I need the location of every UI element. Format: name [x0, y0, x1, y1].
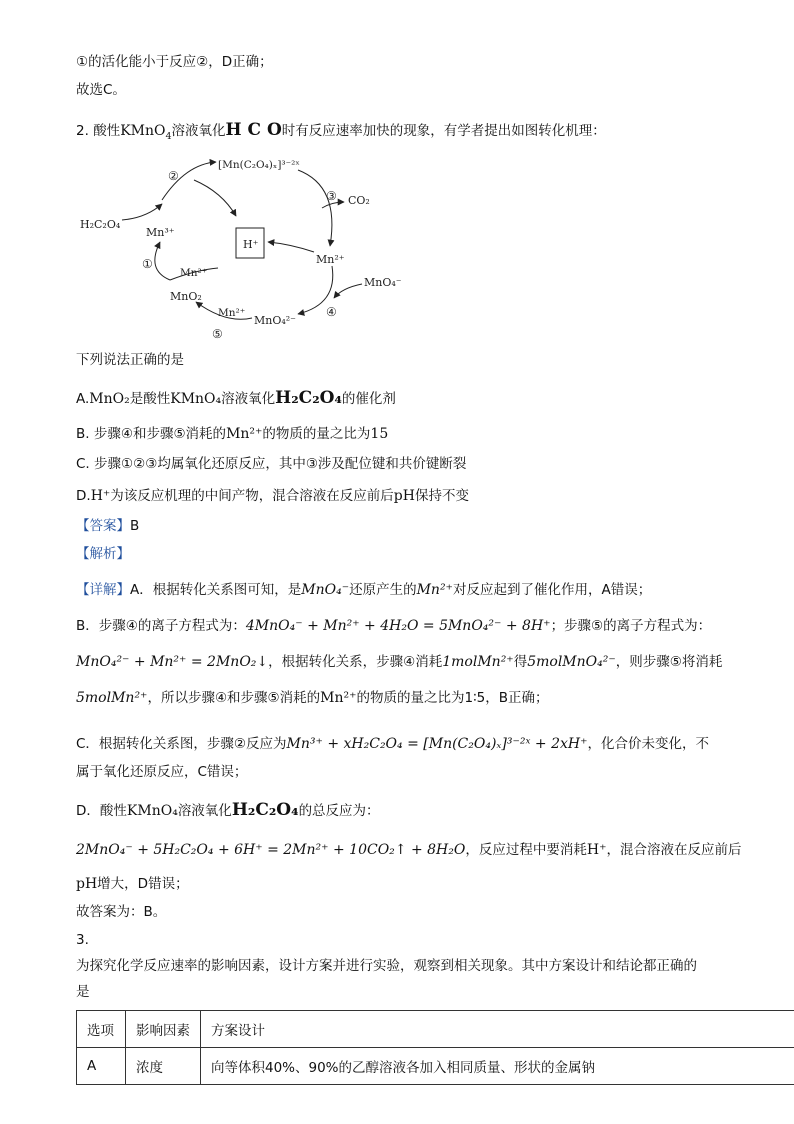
mechanism-diagram [76, 152, 416, 342]
option-c: C. 步骤①②③均属氧化还原反应，其中③涉及配位键和共价键断裂 [76, 456, 467, 472]
answer-tag: 【答案】 [76, 518, 130, 534]
diagram-step-4: ④ [326, 305, 337, 319]
diagram-mn2-left: Mn²⁺ [180, 267, 208, 279]
table-cell: 向等体积40%、90%的乙醇溶液各加入相同质量、形状的金属钠 [201, 1048, 794, 1085]
kmno4-formula: KMnO$_4$ [120, 123, 172, 142]
table-header: 选项 [77, 1011, 126, 1048]
diagram-mno2: MnO₂ [170, 290, 202, 303]
arrow-mn2-to-h [268, 242, 314, 252]
analysis-tag: 【解析】 [76, 546, 130, 562]
q3-table [76, 1010, 794, 1085]
detail-d-1: D．酸性KMnO₄溶液氧化H₂C₂O₄的总反应为： [76, 800, 380, 820]
detail-c-2: 属于氧化还原反应，C错误； [76, 764, 248, 780]
diagram-step-5: ⑤ [212, 327, 223, 341]
table-cell: 浓度 [126, 1048, 201, 1085]
diagram-mn2-bottom: Mn²⁺ [218, 307, 246, 319]
q2-prompt: 下列说法正确的是 [76, 352, 184, 368]
diagram-step-2: ② [168, 169, 179, 183]
diagram-h2c2o4: H₂C₂O₄ [80, 218, 121, 231]
h2c2o4-formula: H C O [225, 120, 282, 140]
option-d: D.H⁺为该反应机理的中间产物，混合溶液在反应前后pH保持不变 [76, 488, 469, 504]
arrow-step-3 [298, 170, 332, 246]
detail-a: 【详解】A．根据转化关系图可知，是MnO₄⁻还原产生的Mn²⁺对反应起到了催化作用，A错误； [76, 582, 652, 598]
diagram-mn3: Mn³⁺ [146, 226, 175, 239]
detail-d-2: 2MnO₄⁻ + 5H₂C₂O₄ + 6H⁺ = 2Mn²⁺ + 10CO₂↑ + 8H₂O，反应过程中要消耗H⁺，混合溶液在反应前后 [76, 842, 742, 858]
diagram-mno4-2: MnO₄²⁻ [254, 314, 296, 327]
arrow-to-h-box [194, 180, 236, 216]
answer-value: B [130, 518, 140, 534]
q2-number: 2. [76, 123, 89, 139]
table-header: 方案设计 [201, 1011, 794, 1048]
diagram-complex: [Mn(C₂O₄)ₓ]³⁻²ˣ [218, 159, 300, 171]
diagram-step-3: ③ [326, 189, 337, 203]
diagram-h: H⁺ [243, 238, 259, 251]
diagram-step-1: ① [142, 257, 153, 271]
diagram-mno4: MnO₄⁻ [364, 276, 402, 289]
q3-stem-1: 为探究化学反应速率的影响因素，设计方案并进行实验，观察到相关现象。其中方案设计和结论都正确的 [76, 958, 697, 974]
option-a: A.MnO₂是酸性KMnO₄溶液氧化H₂C₂O₄的催化剂 [76, 388, 396, 408]
detail-b-1: B．步骤④的离子方程式为：4MnO₄⁻ + Mn²⁺ + 4H₂O = 5MnO₄²⁻ + 8H⁺；步骤⑤的离子方程式为： [76, 618, 712, 634]
detail-d-3: pH增大，D错误； [76, 876, 189, 892]
arrow-h2c2o4-in [122, 204, 162, 220]
answer-line [76, 516, 139, 536]
table-cell: A [77, 1048, 126, 1085]
option-b: B. 步骤④和步骤⑤消耗的Mn²⁺的物质的量之比为15 [76, 426, 389, 442]
table-header-row [77, 1011, 794, 1048]
table-header: 影响因素 [126, 1011, 201, 1048]
intro-line-1: ①的活化能小于反应②，D正确； [76, 54, 273, 70]
detail-c-1: C．根据转化关系图，步骤②反应为Mn³⁺ + xH₂C₂O₄ = [Mn(C₂O₄)ₓ]³⁻²ˣ + 2xH⁺，化合价未变化，不 [76, 736, 709, 752]
table-row [77, 1048, 794, 1085]
detail-b-3: 5molMn²⁺，所以步骤④和步骤⑤消耗的Mn²⁺的物质的量之比为1∶5，B正确； [76, 690, 549, 706]
final-answer: 故答案为：B。 [76, 904, 167, 920]
arrow-mno4-in [334, 284, 362, 298]
q3-number: 3. [76, 932, 89, 948]
q3-stem-2: 是 [76, 984, 90, 1000]
arrow-step-1 [155, 242, 170, 280]
diagram-mn2-right: Mn²⁺ [316, 253, 345, 266]
detail-b-2: MnO₄²⁻ + Mn²⁺ = 2MnO₂↓，根据转化关系，步骤④消耗1molMn²⁺得5molMnO₄²⁻，则步骤⑤将消耗 [76, 654, 723, 670]
diagram-co2: CO₂ [348, 194, 370, 207]
intro-line-2: 故选C。 [76, 82, 126, 98]
q2-stem: 2. 酸性KMnO$_4$溶液氧化H C O时有反应速率加快的现象，有学者提出如图转化机理： [76, 120, 606, 142]
